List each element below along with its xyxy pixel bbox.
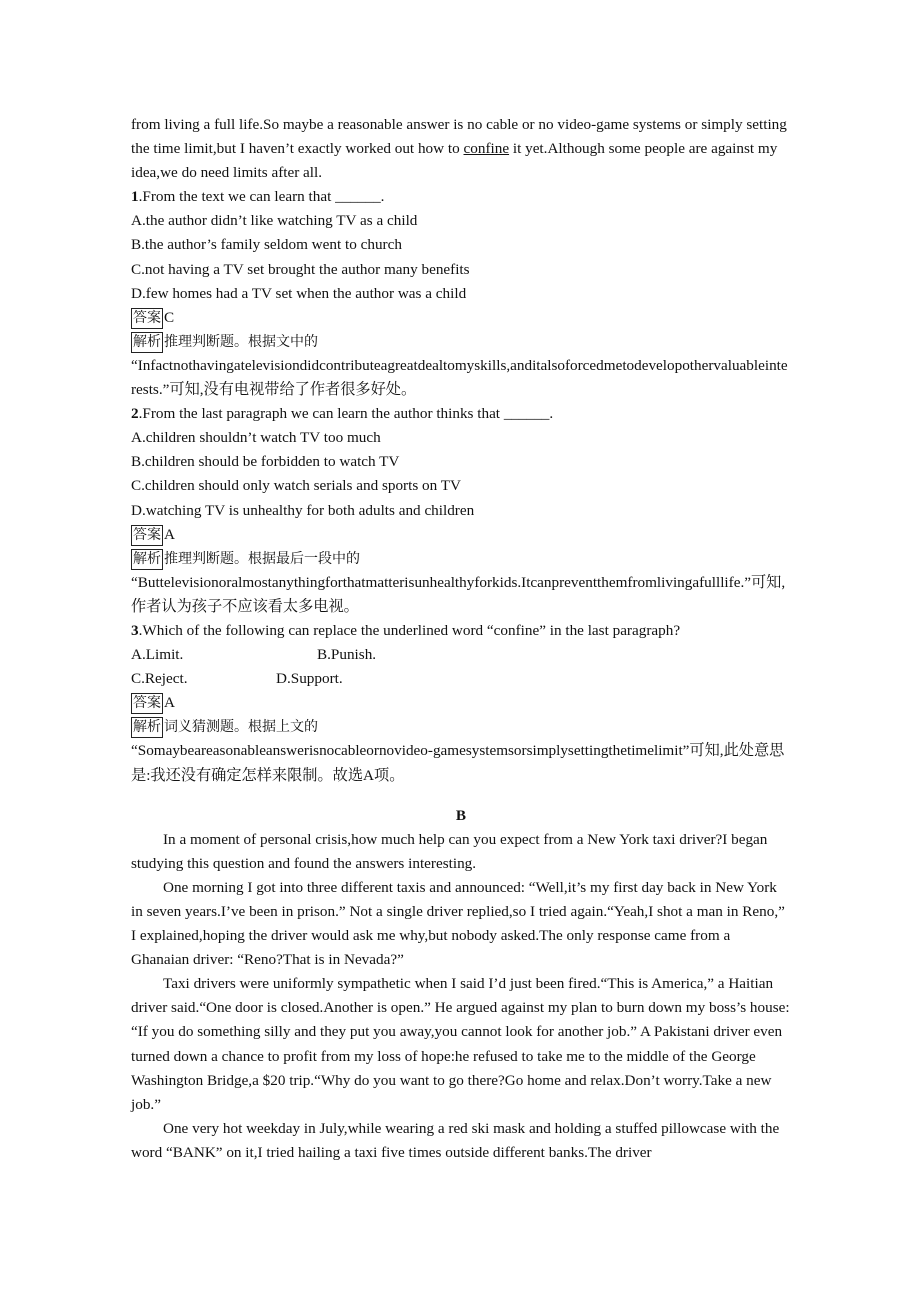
underlined-word-confine: confine — [463, 140, 510, 158]
question-stem: 3.Which of the following can replace the underlined word “confine” in the last paragraph? — [131, 621, 681, 639]
answer-value: A — [164, 694, 175, 712]
answer-label: 答案 — [131, 308, 163, 329]
analysis-quote: “Somaybeareasonableanswerisnocableornovideo-gamesystemsorsimplysettingthetimelimit”可知,此处意思是:我还没有确定怎样来限制。故选A项。 — [131, 742, 785, 784]
option-a: A.Limit. — [131, 646, 184, 664]
option-d: D.Support. — [276, 670, 343, 688]
analysis-label: 解析 — [131, 332, 163, 353]
passage-b-paragraph-3: Taxi drivers were uniformly sympathetic when I said I’d just been fired.“This is America,” a Haitian driver said.“One door is closed.Another is open.” He argued against my plan to burn down my boss’s house: “If you do something silly and they put you away,you cannot look for another job.” A Pakistani driver even turned down a chance to profit from my loss of hope:he refused to take me to the middle of the George Washington Bridge,a $20 trip.“Why do you want to go there?Go home and relax.Don’t worry.Take a new job.” — [131, 975, 790, 1113]
answer-line — [131, 691, 791, 715]
options-row-1 — [131, 643, 791, 667]
passage-b-paragraph-1: In a moment of personal crisis,how much help can you expect from a New York taxi driver?I began studying this question and found the answers interesting. — [131, 830, 768, 872]
option-c: C.not having a TV set brought the author many benefits — [131, 260, 470, 278]
answer-label: 答案 — [131, 693, 163, 714]
analysis-label: 解析 — [131, 549, 163, 570]
passage-b-paragraph-2: One morning I got into three different taxis and announced: “Well,it’s my first day back in New York in seven years.I’ve been in prison.” Not a single driver replied,so I tried again.“Yeah,I shot a man in Reno,” I explained,hoping the driver would ask me why,but nobody asked.The only response came from a Ghanaian driver: “Reno?That is in Nevada?” — [131, 878, 785, 969]
option-d: D.watching TV is unhealthy for both adults and children — [131, 501, 475, 519]
section-heading-b: B — [455, 806, 467, 824]
answer-value: C — [164, 308, 175, 326]
analysis-line: 解析 推理判断题。根据最后一段中的 — [131, 547, 791, 571]
option-b: B.Punish. — [317, 646, 377, 664]
option-a: A.the author didn’t like watching TV as a child — [131, 212, 418, 230]
question-1 — [131, 185, 791, 402]
answer-label: 答案 — [131, 525, 163, 546]
question-2 — [131, 402, 791, 619]
passage-b-paragraph-4: One very hot weekday in July,while wearing a red ski mask and holding a stuffed pillowcase with the word “BANK” on it,I tried hailing a taxi five times outside different banks.The driver — [131, 1119, 780, 1161]
option-d: D.few homes had a TV set when the author was a child — [131, 284, 467, 302]
option-b: B.children should be forbidden to watch TV — [131, 453, 400, 471]
question-stem: 2.From the last paragraph we can learn the author thinks that ______. — [131, 405, 554, 423]
option-a: A.children shouldn’t watch TV too much — [131, 429, 381, 447]
options-row-2 — [131, 667, 791, 691]
passage-a-closing-paragraph: from living a full life.So maybe a reasonable answer is no cable or no video-game systems or simply setting the time limit,but I haven’t exactly worked out how to confine it yet.Although some people are against my idea,we do need limits after all. — [131, 116, 787, 182]
answer-value: A — [164, 525, 175, 543]
analysis-line: 解析 词义猜测题。根据上文的 — [131, 715, 791, 739]
analysis-quote: “Infactnothavingatelevisiondidcontributeagreatdealtomyskills,anditalsoforcedmetodevelopothervaluableinterests.”可知,没有电视带给了作者很多好处。 — [131, 356, 788, 399]
answer-line — [131, 306, 791, 330]
option-b: B.the author’s family seldom went to church — [131, 236, 402, 254]
answer-line — [131, 523, 791, 547]
question-stem: 1.From the text we can learn that ______. — [131, 188, 385, 206]
option-c: C.children should only watch serials and sports on TV — [131, 477, 462, 495]
analysis-label: 解析 — [131, 717, 163, 738]
document-page — [131, 113, 791, 1165]
question-3 — [131, 619, 791, 788]
analysis-quote: “Buttelevisionoralmostanythingforthatmatterisunhealthyforkids.Itcanpreventthemfromlivingafulllife.”可知,作者认为孩子不应该看太多电视。 — [131, 573, 786, 615]
analysis-line: 解析 推理判断题。根据文中的 — [131, 330, 791, 354]
option-c: C.Reject. — [131, 670, 188, 688]
